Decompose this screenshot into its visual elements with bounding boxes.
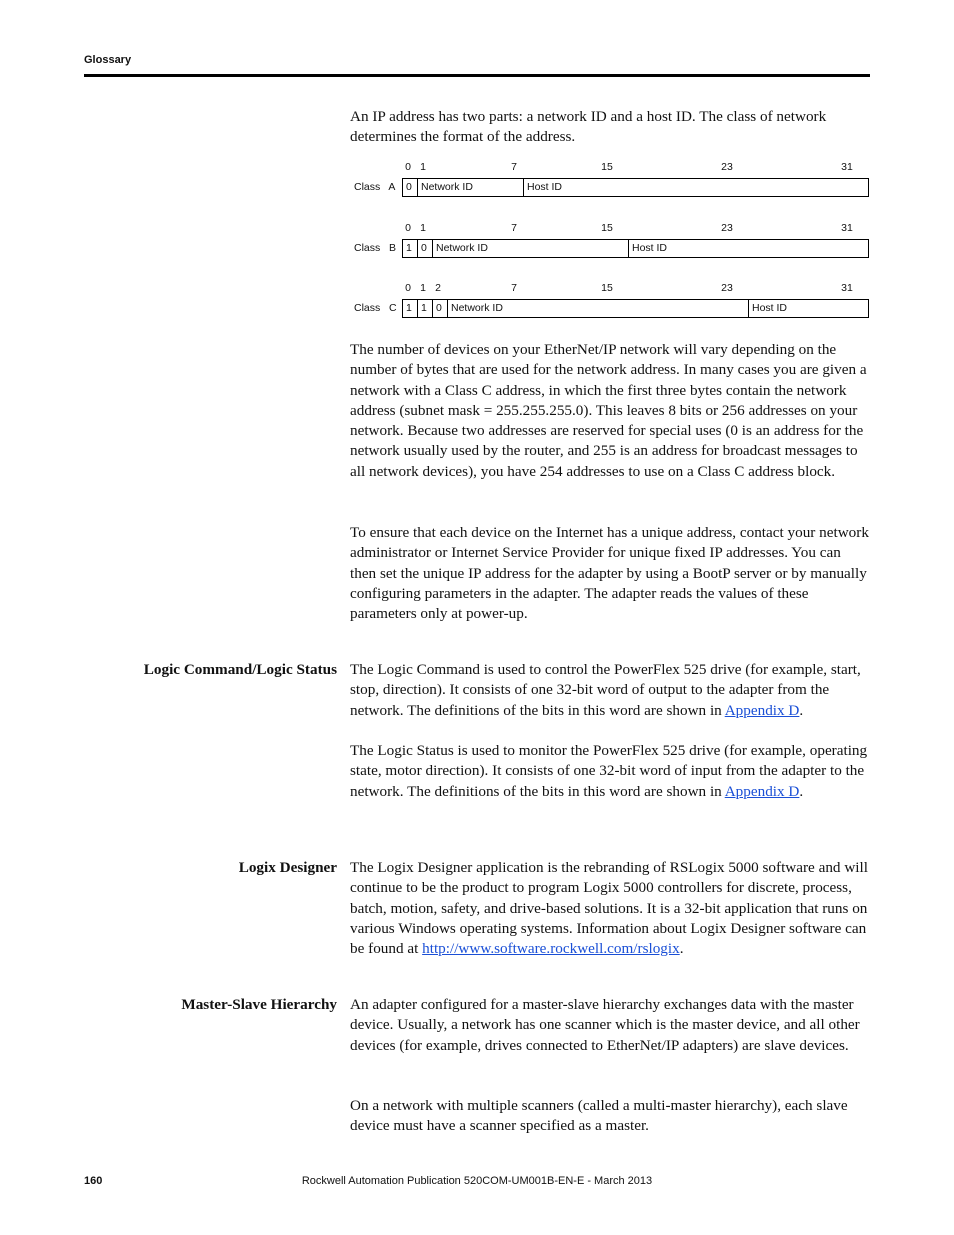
host-id-field: Host ID bbox=[527, 181, 563, 193]
master-slave-paragraph: An adapter configured for a master-slave hierarchy exchanges data with the master device. Usually, a network has one scanner which is the master device, and all other devices (for example, drives connected to EtherNet/IP adapters) are slave devices. bbox=[350, 996, 860, 1054]
class-c-diagram bbox=[350, 282, 870, 337]
logic-command-paragraph bbox=[350, 660, 870, 721]
bit-label: 15 bbox=[601, 161, 613, 173]
appendix-d-link[interactable]: Appendix D bbox=[724, 782, 800, 800]
bit-label: 7 bbox=[511, 282, 517, 294]
host-id-field: Host ID bbox=[632, 242, 668, 254]
bit-label: 31 bbox=[841, 282, 853, 294]
intro-paragraph: An IP address has two parts: a network ID and a host ID. The class of network determines the format of the address. bbox=[350, 108, 827, 146]
bit-label: 23 bbox=[721, 222, 733, 234]
network-id-field: Network ID bbox=[448, 300, 749, 317]
logix-designer-paragraph bbox=[350, 858, 870, 959]
logic-status-paragraph bbox=[350, 741, 870, 802]
class-label: Class C bbox=[354, 302, 397, 314]
term-master-slave-hierarchy: Master-Slave Hierarchy bbox=[181, 996, 337, 1013]
bit-label: 7 bbox=[511, 161, 517, 173]
bit-label: 23 bbox=[721, 282, 733, 294]
section-label: Glossary bbox=[84, 54, 132, 66]
term-logic-command-status: Logic Command/Logic Status bbox=[143, 661, 337, 678]
logic-command-text: The Logic Command is used to control the PowerFlex 525 drive (for example, start, stop, direction). It consists of one 32-bit word of output to the adapter from the network. The definitions of the bits in this word are shown in bbox=[350, 661, 861, 719]
address-register bbox=[402, 299, 869, 318]
bit-label: 0 bbox=[405, 282, 411, 294]
bit-label: 31 bbox=[841, 161, 853, 173]
header-rule bbox=[84, 74, 870, 77]
bit-label: 0 bbox=[405, 222, 411, 234]
multi-master-paragraph: On a network with multiple scanners (called a multi-master hierarchy), each slave device must have a scanner specified as a master. bbox=[350, 1097, 848, 1135]
bit-label: 1 bbox=[420, 222, 426, 234]
bit-label: 15 bbox=[601, 222, 613, 234]
bit-label: 23 bbox=[721, 161, 733, 173]
sentence-end: . bbox=[679, 940, 684, 958]
prefix-bit: 0 bbox=[418, 240, 433, 257]
publication-footer: Rockwell Automation Publication 520COM-UM001B-EN-E - March 2013 bbox=[301, 1175, 653, 1187]
prefix-bit: 1 bbox=[403, 240, 418, 257]
sentence-end: . bbox=[799, 782, 804, 800]
prefix-bit: 0 bbox=[403, 179, 418, 196]
bit-label: 15 bbox=[601, 282, 613, 294]
bit-label: 7 bbox=[511, 222, 517, 234]
class-b-diagram bbox=[350, 222, 870, 277]
network-id-field: Network ID bbox=[418, 179, 524, 196]
class-label: Class B bbox=[354, 242, 397, 254]
bit-label: 2 bbox=[435, 282, 441, 294]
page-number: 160 bbox=[84, 1175, 103, 1187]
bit-label: 1 bbox=[420, 282, 426, 294]
address-register bbox=[402, 239, 869, 258]
bit-label: 31 bbox=[841, 222, 853, 234]
term-logix-designer: Logix Designer bbox=[238, 859, 337, 876]
class-label: Class A bbox=[354, 181, 396, 193]
prefix-bit: 1 bbox=[403, 300, 418, 317]
bit-label: 0 bbox=[405, 161, 411, 173]
logic-status-text: The Logic Status is used to monitor the PowerFlex 525 drive (for example, operating state, motor direction). It consists of one 32-bit word of input from the adapter to the network. The definitions of the bits in this word are shown in bbox=[350, 742, 868, 800]
appendix-d-link[interactable]: Appendix D bbox=[724, 701, 800, 719]
bit-label: 1 bbox=[420, 161, 426, 173]
sentence-end: . bbox=[799, 701, 804, 719]
network-id-field: Network ID bbox=[433, 240, 629, 257]
unique-address-paragraph: To ensure that each device on the Internet has a unique address, contact your network administrator or Internet Service Provider for unique fixed IP addresses. You can then set the unique IP address for the adapter by using a BootP server or by manually configuring parameters in the adapter. The adapter reads the values of these parameters only at power-up. bbox=[350, 524, 869, 623]
class-a-diagram bbox=[350, 161, 870, 216]
address-register bbox=[402, 178, 869, 197]
prefix-bit: 1 bbox=[418, 300, 433, 317]
rslogix-url-link[interactable]: http://www.software.rockwell.com/rslogix bbox=[422, 940, 680, 958]
logix-designer-text: The Logix Designer application is the rebranding of RSLogix 5000 software and will continue to be the product to program Logix 5000 controllers for discrete, process, batch, motion, safety, and drive-based solutions. It is a 32-bit application that runs on various Windows operating systems. Information about Logix Designer software can be found at bbox=[350, 859, 868, 958]
prefix-bit: 0 bbox=[433, 300, 448, 317]
devices-paragraph: The number of devices on your EtherNet/IP network will vary depending on the number of bytes that are used for the network address. In many cases you are given a network with a Class C address, in which the first three bytes contain the network address (subnet mask = 255.255.255.0). This leaves 8 bits or 256 addresses on your network. Because two addresses are reserved for special uses (0 is an address for the network usually used by the router, and 255 is an address for broadcast messages to all network devices), you have 254 addresses to use on a Class C address block. bbox=[350, 341, 867, 480]
host-id-field: Host ID bbox=[752, 302, 788, 314]
